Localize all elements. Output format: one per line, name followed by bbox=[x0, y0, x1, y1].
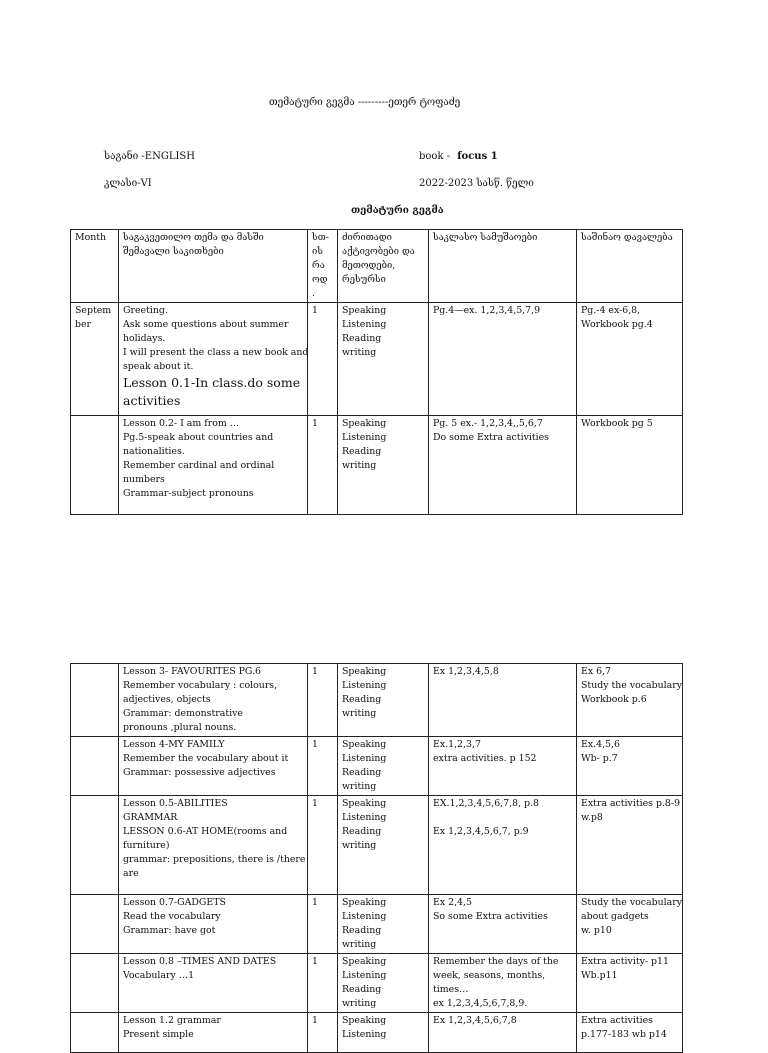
month-cell bbox=[71, 1013, 119, 1053]
plan-heading: თემატური გეგმა bbox=[351, 205, 444, 216]
homework-cell: Extra activity- p11 Wb.p11 bbox=[577, 954, 683, 1013]
homework-cell: Extra activities p.8-9 w.p8 bbox=[577, 796, 683, 895]
classwork-header: საკლასო სამუშაოები bbox=[429, 230, 577, 303]
page-title: თემატური გეგმა ---------ეთერ ტოფაძე bbox=[269, 97, 461, 108]
homework-cell: Pg.-4 ex-6,8, Workbook pg.4 bbox=[577, 303, 683, 416]
activities-cell: Speaking Listening Reading writing bbox=[338, 895, 429, 954]
homework-cell: Extra activities p.177-183 wb p14 bbox=[577, 1013, 683, 1053]
header-row bbox=[71, 230, 683, 303]
table-row bbox=[71, 737, 683, 796]
activities-header: ძირითადი აქტივობები და მეთოდები, რესურსი bbox=[338, 230, 429, 303]
classwork-cell: Ex.1,2,3,7 extra activities. p 152 bbox=[429, 737, 577, 796]
topic-cell: Lesson 4-MY FAMILY Remember the vocabulary about it Grammar: possessive adjectives bbox=[119, 737, 308, 796]
hours-cell: 1 bbox=[308, 303, 338, 416]
month-cell bbox=[71, 895, 119, 954]
activities-cell: Speaking Listening Reading writing bbox=[338, 664, 429, 737]
homework-cell: Ex.4,5,6 Wb- p.7 bbox=[577, 737, 683, 796]
topic-cell: Lesson 1.2 grammar Present simple bbox=[119, 1013, 308, 1053]
topic-cell: Lesson 0.7-GADGETS Read the vocabulary Grammar: have got bbox=[119, 895, 308, 954]
homework-header: საშინაო დავალება bbox=[577, 230, 683, 303]
activities-cell: Speaking Listening Reading writing bbox=[338, 303, 429, 416]
activities-cell: Speaking Listening Reading writing bbox=[338, 796, 429, 895]
topic-cell: Lesson 3- FAVOURITES PG.6 Remember vocabulary : colours, adjectives, objects Grammar: demonstrative pronouns ,plural nouns. bbox=[119, 664, 308, 737]
month-cell: Septem ber bbox=[71, 303, 119, 416]
classwork-cell: Ex 2,4,5 So some Extra activities bbox=[429, 895, 577, 954]
hours-cell: 1 bbox=[308, 796, 338, 895]
plan-table-1 bbox=[70, 229, 683, 515]
hours-cell: 1 bbox=[308, 664, 338, 737]
book-name: focus 1 bbox=[457, 151, 498, 162]
classwork-cell: Pg. 5 ex.- 1,2,3,4,,5,6,7 Do some Extra activities bbox=[429, 416, 577, 515]
activities-cell: Speaking Listening bbox=[338, 1013, 429, 1053]
topic-cell: Greeting. Ask some questions about summer holidays. I will present the class a new book and speak about it. Lesson 0.1-In class.do some activities bbox=[119, 303, 308, 416]
activities-cell: Speaking Listening Reading writing bbox=[338, 954, 429, 1013]
activities-cell: Speaking Listening Reading writing bbox=[338, 416, 429, 515]
homework-cell: Study the vocabulary about gadgets w. p10 bbox=[577, 895, 683, 954]
hours-cell: 1 bbox=[308, 1013, 338, 1053]
activities-cell: Speaking Listening Reading writing bbox=[338, 737, 429, 796]
topic-cell: Lesson 0.2- I am from … Pg.5-speak about countries and nationalities. Remember cardinal and ordinal numbers Grammar-subject pronouns bbox=[119, 416, 308, 515]
homework-cell: Ex 6,7 Study the vocabulary Workbook p.6 bbox=[577, 664, 683, 737]
hours-cell: 1 bbox=[308, 416, 338, 515]
plan-table-2 bbox=[70, 663, 683, 1053]
table-row bbox=[71, 303, 683, 416]
homework-cell: Workbook pg 5 bbox=[577, 416, 683, 515]
classwork-cell: Ex 1,2,3,4,5,8 bbox=[429, 664, 577, 737]
classwork-cell: Remember the days of the week, seasons, months, times… ex 1,2,3,4,5,6,7,8,9. bbox=[429, 954, 577, 1013]
table-row bbox=[71, 664, 683, 737]
month-cell bbox=[71, 796, 119, 895]
classwork-cell: Pg.4—ex. 1,2,3,4,5,7,9 bbox=[429, 303, 577, 416]
table-row bbox=[71, 895, 683, 954]
topic-cell: Lesson 0.5-ABILITIES GRAMMAR LESSON 0.6-AT HOME(rooms and furniture) grammar: prepositions, there is /there are bbox=[119, 796, 308, 895]
month-cell bbox=[71, 737, 119, 796]
subject-label: საგანი -ENGLISH bbox=[104, 151, 195, 162]
table-row bbox=[71, 416, 683, 515]
hours-cell: 1 bbox=[308, 895, 338, 954]
month-header: Month bbox=[71, 230, 119, 303]
table-row bbox=[71, 796, 683, 895]
table-row bbox=[71, 1013, 683, 1053]
month-cell bbox=[71, 664, 119, 737]
table-row bbox=[71, 954, 683, 1013]
topic-cell: Lesson 0.8 –TIMES AND DATES Vocabulary …1 bbox=[119, 954, 308, 1013]
month-cell bbox=[71, 416, 119, 515]
topic-header: საგაკვეთილო თემა და მასში შემავალი საკითხები bbox=[119, 230, 308, 303]
classwork-cell: EX.1,2,3,4,5,6,7,8, p.8 Ex 1,2,3,4,5,6,7, p.9 bbox=[429, 796, 577, 895]
class-label: კლასი-VI bbox=[104, 178, 152, 189]
year-label: 2022-2023 სასწ. წელი bbox=[419, 178, 534, 189]
hours-cell: 1 bbox=[308, 737, 338, 796]
hours-cell: 1 bbox=[308, 954, 338, 1013]
book-prefix: book - bbox=[419, 151, 451, 162]
classwork-cell: Ex 1,2,3,4,5,6,7,8 bbox=[429, 1013, 577, 1053]
lesson-title: Lesson 0.1-In class.do some bbox=[123, 375, 301, 390]
hours-header: სთ- ის რა ოდ . bbox=[308, 230, 338, 303]
month-cell bbox=[71, 954, 119, 1013]
book-label bbox=[419, 151, 498, 162]
